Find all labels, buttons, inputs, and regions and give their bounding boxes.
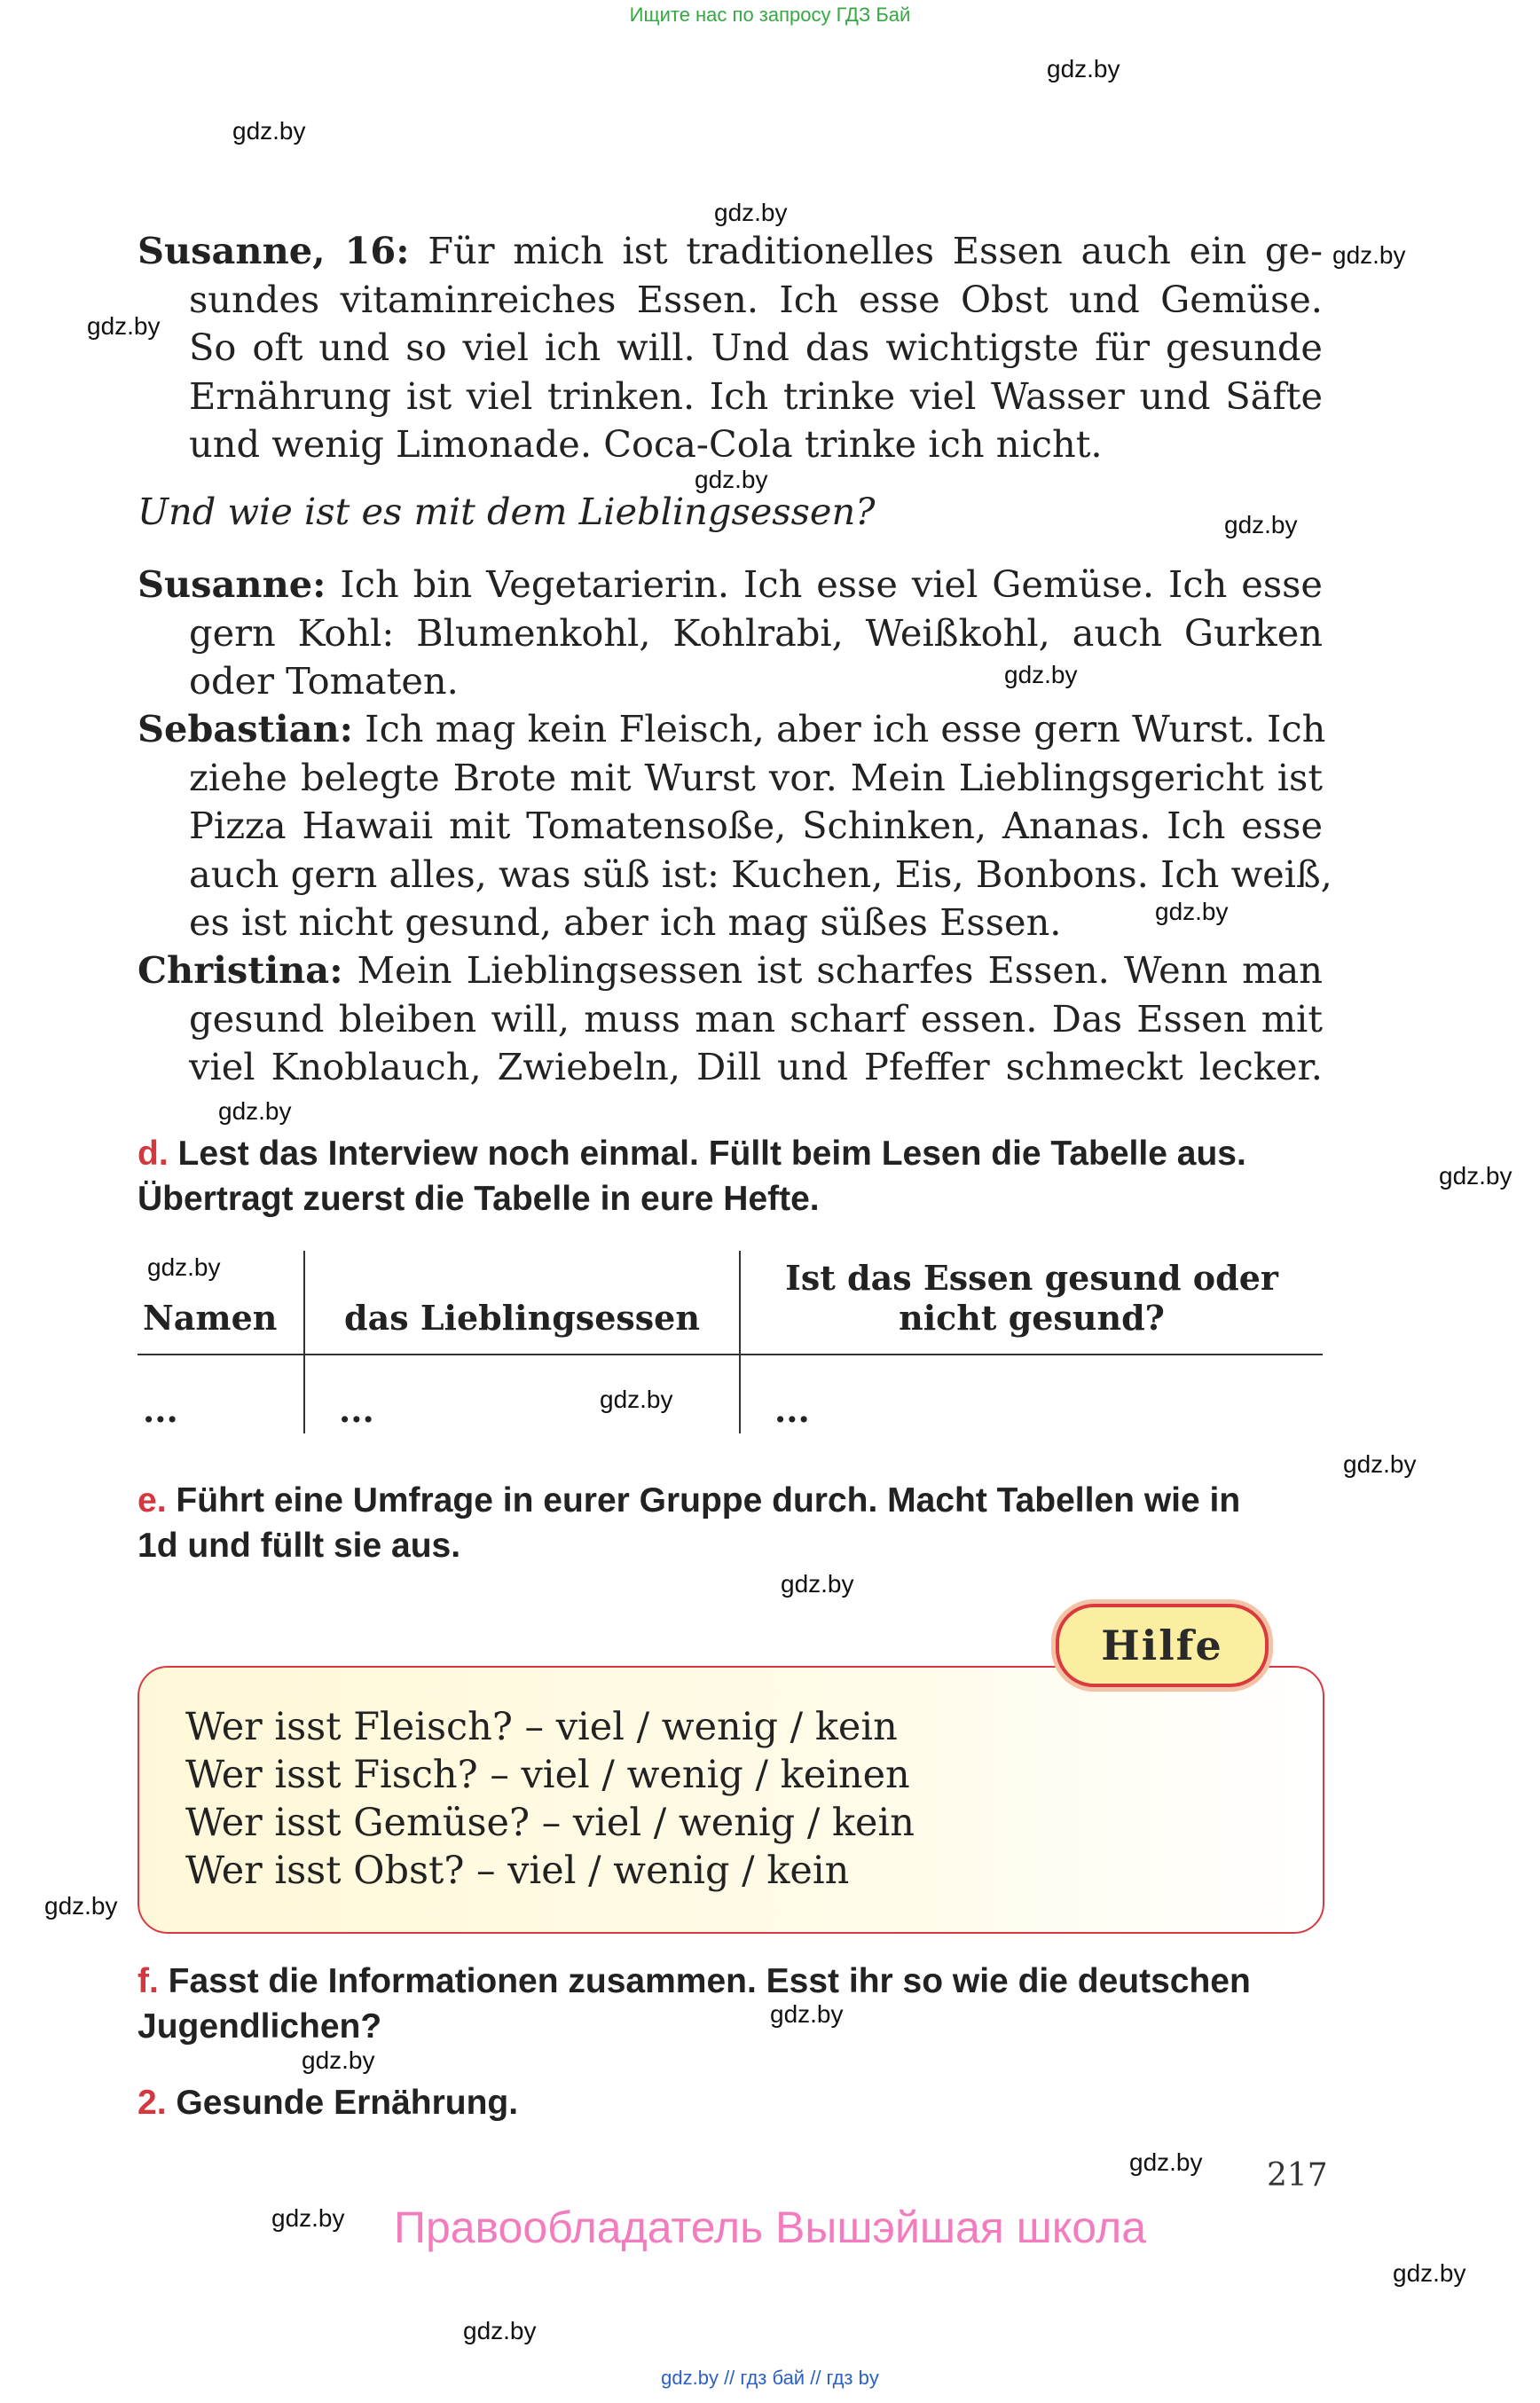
watermark: gdz.by [1224,511,1298,538]
task-letter: d. [138,1135,169,1173]
statement-susanne-16 [138,227,1323,469]
statement-line: gesund bleiben will, muss man scharf essen. Das Essen mit [189,996,1323,1041]
watermark: gdz.by [1155,898,1229,925]
task-text: Jugendlichen? [138,2007,382,2046]
watermark: gdz.by [600,1386,673,1413]
top-search-link[interactable]: Ищите нас по запросу ГДЗ Бай [629,4,911,26]
statement-line: Pizza Hawaii mit Tomatensoße, Schinken, Ananas. Ich esse [189,804,1323,847]
table-cell: ... [138,1355,304,1433]
watermark: gdz.by [1129,2148,1203,2176]
statement-christina [138,946,1323,1092]
answer-table [138,1251,1323,1433]
speaker-name: Sebastian: [138,707,353,750]
statement-sebastian [138,705,1332,947]
watermark: gdz.by [463,2317,537,2344]
watermark: gdz.by [1393,2259,1466,2287]
task-text: Führt eine Umfrage in eurer Gruppe durch. Macht Tabellen wie in [176,1481,1241,1520]
bottom-links[interactable]: gdz.by // гдз бай // гдз by [661,2367,879,2389]
hilfe-box [138,1666,1324,1934]
watermark: gdz.by [1047,55,1120,82]
hilfe-phrases [185,1703,915,1895]
hilfe-line: Wer isst Fisch? – viel / wenig / keinen [185,1753,910,1797]
statement-susanne [138,561,1323,706]
statement-line: Für mich ist traditionelles Essen auch ein ge- [428,229,1323,272]
watermark: gdz.by [770,2000,844,2028]
hilfe-line: Wer isst Obst? – viel / wenig / kein [185,1849,850,1893]
watermark: gdz.by [271,2204,345,2232]
watermark: gdz.by [1343,1450,1417,1478]
statement-line: Ich mag kein Fleisch, aber ich esse gern Wurst. Ich [365,707,1326,750]
watermark: gdz.by [1004,661,1078,688]
speaker-name: Christina: [138,948,343,992]
watermark: gdz.by [714,199,788,226]
watermark: gdz.by [1332,241,1406,269]
hilfe-line: Wer isst Fleisch? – viel / wenig / kein [185,1705,898,1749]
watermark: gdz.by [147,1253,221,1281]
table-header-row [138,1251,1323,1355]
watermark: gdz.by [1439,1162,1512,1190]
watermark: gdz.by [44,1892,118,1920]
task-text: Fasst die Informationen zusammen. Esst ihr so wie die deutschen [168,1962,1251,2000]
statement-line: viel Knoblauch, Zwiebeln, Dill und Pfeffer schmeckt lecker. [189,1045,1323,1088]
task-e [138,1478,1326,1568]
speaker-name: Susanne: [138,562,326,606]
statement-line: gern Kohl: Blumenkohl, Kohlrabi, Weißkohl, auch Gurken [189,610,1323,655]
statement-line: es ist nicht gesund, aber ich mag süßes Essen. [189,900,1062,944]
table-cell: ... [304,1355,740,1433]
task-text: Lest das Interview noch einmal. Füllt beim Lesen die Tabelle aus. [177,1135,1246,1173]
watermark: gdz.by [781,1570,854,1598]
watermark: gdz.by [87,312,161,340]
rights-holder: Правообладатель Вышэйшая школа [394,2203,1146,2252]
interview-question: Und wie ist es mit dem Lieblingsessen? [138,490,876,533]
statement-line: ziehe belegte Brote mit Wurst vor. Mein Lieblingsgericht ist [189,755,1323,799]
statement-line: oder Tomaten. [189,659,459,703]
task-letter: e. [138,1481,167,1520]
statement-line: sundes vitaminreiches Essen. Ich esse Obst und Gemüse. [189,277,1323,321]
page-number: 217 [1267,2157,1328,2194]
statement-line: Ernährung ist viel trinken. Ich trinke viel Wasser und Säfte [189,373,1323,418]
task-f [138,1959,1326,2049]
column-header-lieblingsessen: das Lieblingsessen [304,1251,740,1355]
column-header-gesund: Ist das Essen gesund oder nicht gesund? [740,1251,1323,1355]
column-header-namen: Namen [138,1251,304,1355]
watermark: gdz.by [302,2046,375,2074]
task-text: Übertragt zuerst die Tabelle in eure Hefte. [138,1180,820,1218]
statement-line: Ich bin Vegetarierin. Ich esse viel Gemüse. Ich esse [340,562,1323,606]
watermark: gdz.by [218,1097,292,1125]
watermark: gdz.by [695,466,768,493]
statement-line: Mein Lieblingsessen ist scharfes Essen. Wenn man [357,948,1323,992]
statement-line: So oft und so viel ich will. Und das wichtigste für gesunde [189,326,1323,369]
statement-line: und wenig Limonade. Coca-Cola trinke ich nicht. [189,422,1103,466]
statement-line: auch gern alles, was süß ist: Kuchen, Eis, Bonbons. Ich weiß, [189,852,1332,896]
table-cell: ... [774,1390,810,1430]
task-d [138,1131,1326,1221]
speaker-name: Susanne, 16: [138,229,410,272]
exercise-number: 2. [138,2084,167,2122]
hilfe-badge: Hilfe [1056,1604,1269,1687]
task-letter: f. [138,1962,159,2000]
task-text: 1d und füllt sie aus. [138,1527,461,1565]
exercise-title: Gesunde Ernährung. [176,2084,519,2122]
table-row [138,1355,1323,1433]
watermark: gdz.by [232,117,306,145]
hilfe-line: Wer isst Gemüse? – viel / wenig / kein [185,1801,915,1845]
exercise-2-heading [138,2080,1326,2125]
